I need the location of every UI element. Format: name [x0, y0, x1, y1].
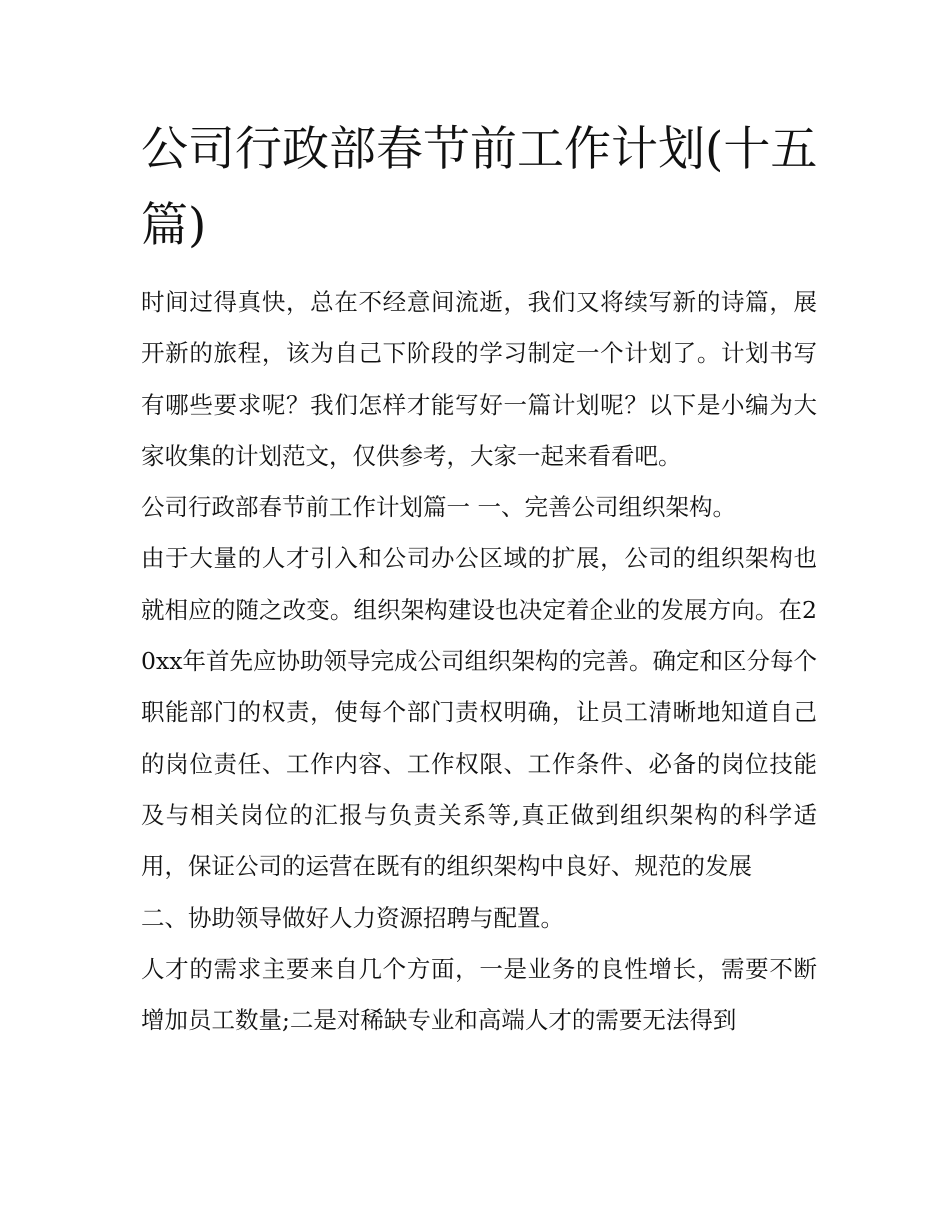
- section-heading-1: 公司行政部春节前工作计划篇一 一、完善公司组织架构。: [141, 493, 736, 522]
- document-body: [141, 277, 817, 1046]
- document-title: 公司行政部春节前工作计划(十五篇): [141, 122, 818, 253]
- intro-paragraph: 时间过得真快，总在不经意间流逝，我们又将续写新的诗篇，展开新的旅程，该为自己下阶段的学习制定一个计划了。计划书写有哪些要求呢？我们怎样才能写好一篇计划呢？以下是小编为大家收集的计划范文，仅供参考，大家一起来看看吧。: [141, 288, 817, 470]
- section-paragraph-1: 由于大量的人才引入和公司办公区域的扩展，公司的组织架构也就相应的随之改变。组织架构建设也决定着企业的发展方向。在20xx年首先应协助领导完成公司组织架构的完善。确定和区分每个职能部门的权责，使每个部门责权明确，让员工清晰地知道自己的岗位责任、工作内容、工作权限、工作条件、必备的岗位技能及与相关岗位的汇报与负责关系等,真正做到组织架构的科学适用，保证公司的运营在既有的组织架构中良好、规范的发展: [141, 544, 817, 881]
- section-paragraph-2: 人才的需求主要来自几个方面，一是业务的良性增长，需要不断增加员工数量;二是对稀缺专业和高端人才的需要无法得到: [141, 954, 817, 1035]
- section-heading-2: 二、协助领导做好人力资源招聘与配置。: [141, 903, 564, 932]
